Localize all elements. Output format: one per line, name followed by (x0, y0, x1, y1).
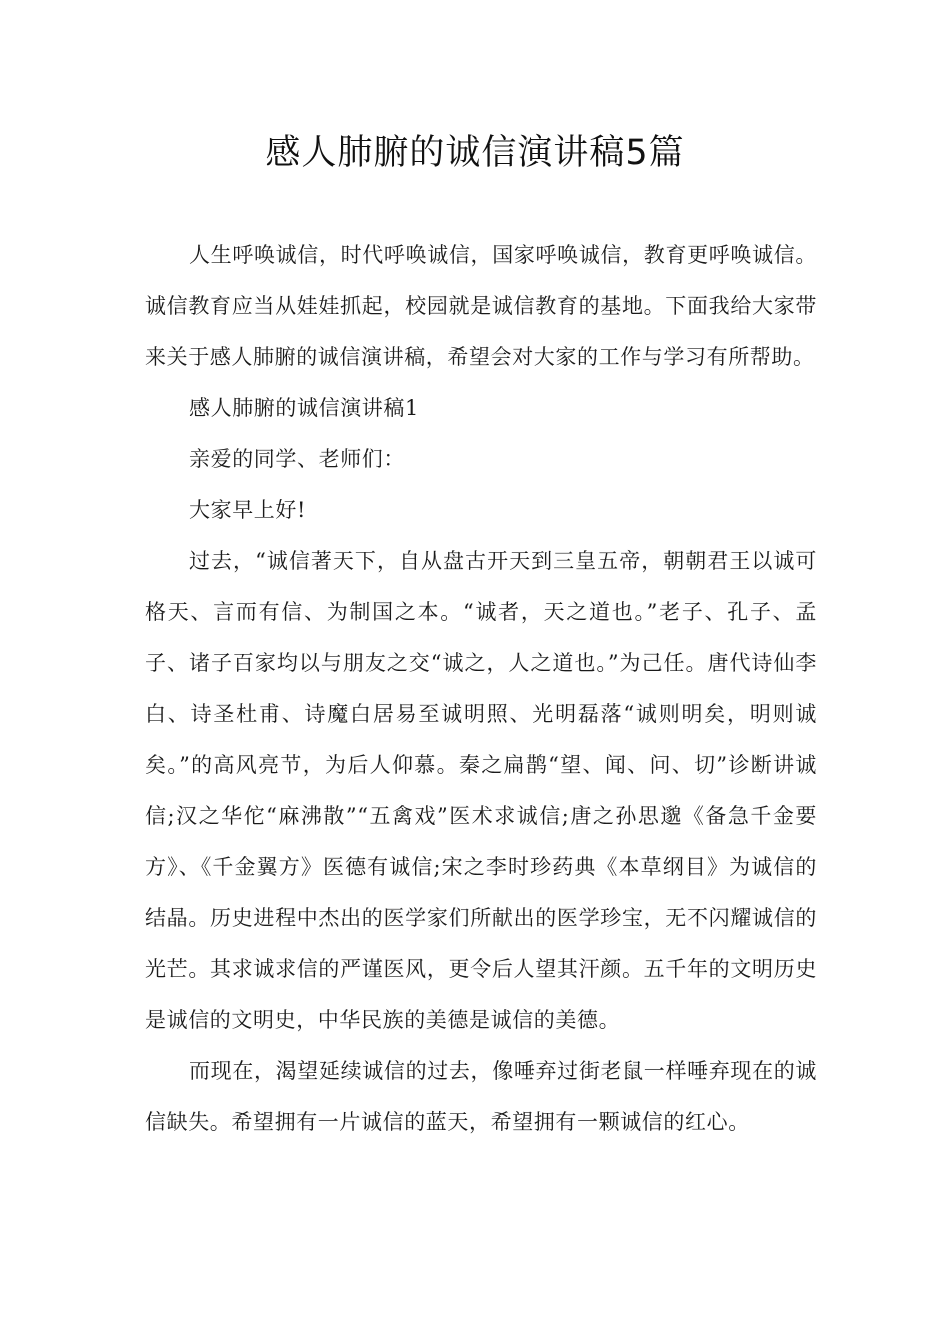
section-heading: 感人肺腑的诚信演讲稿1 (189, 396, 419, 420)
greeting: 大家早上好! (189, 498, 307, 522)
salutation: 亲爱的同学、老师们： (189, 447, 405, 471)
body-paragraph: 过去，“诚信著天下，自从盘古开天到三皇五帝，朝朝君王以诚可格天、言而有信、为制国之本。“诚者，天之道也。”老子、孔子、孟子、诸子百家均以与朋友之交“诚之，人之道也。”为己任。唐代诗仙李白、诗圣杜甫、诗魔白居易至诚明照、光明磊落“诚则明矣，明则诚矣。”的高风亮节，为后人仰慕。秦之扁鹊“望、闻、问、切”诊断讲诚信;汉之华佗“麻沸散”“五禽戏”医术求诚信;唐之孙思邈《备急千金要方》、《千金翼方》医德有诚信;宋之李时珍药典《本草纲目》为诚信的结晶。历史进程中杰出的医学家们所献出的医学珍宝，无不闪耀诚信的光芒。其求诚求信的严谨医风，更令后人望其汗颜。五千年的文明历史是诚信的文明史，中华民族的美德是诚信的美德。 (145, 549, 817, 1032)
body-paragraph: 而现在，渴望延续诚信的过去，像唾弃过街老鼠一样唾弃现在的诚信缺失。希望拥有一片诚信的蓝天，希望拥有一颗诚信的红心。 (145, 1059, 817, 1134)
document-body (145, 230, 817, 1148)
document-title: 感人肺腑的诚信演讲稿5篇 (265, 133, 685, 173)
intro-paragraph: 人生呼唤诚信，时代呼唤诚信，国家呼唤诚信，教育更呼唤诚信。诚信教育应当从娃娃抓起，校园就是诚信教育的基地。下面我给大家带来关于感人肺腑的诚信演讲稿，希望会对大家的工作与学习有所帮助。 (145, 243, 817, 369)
